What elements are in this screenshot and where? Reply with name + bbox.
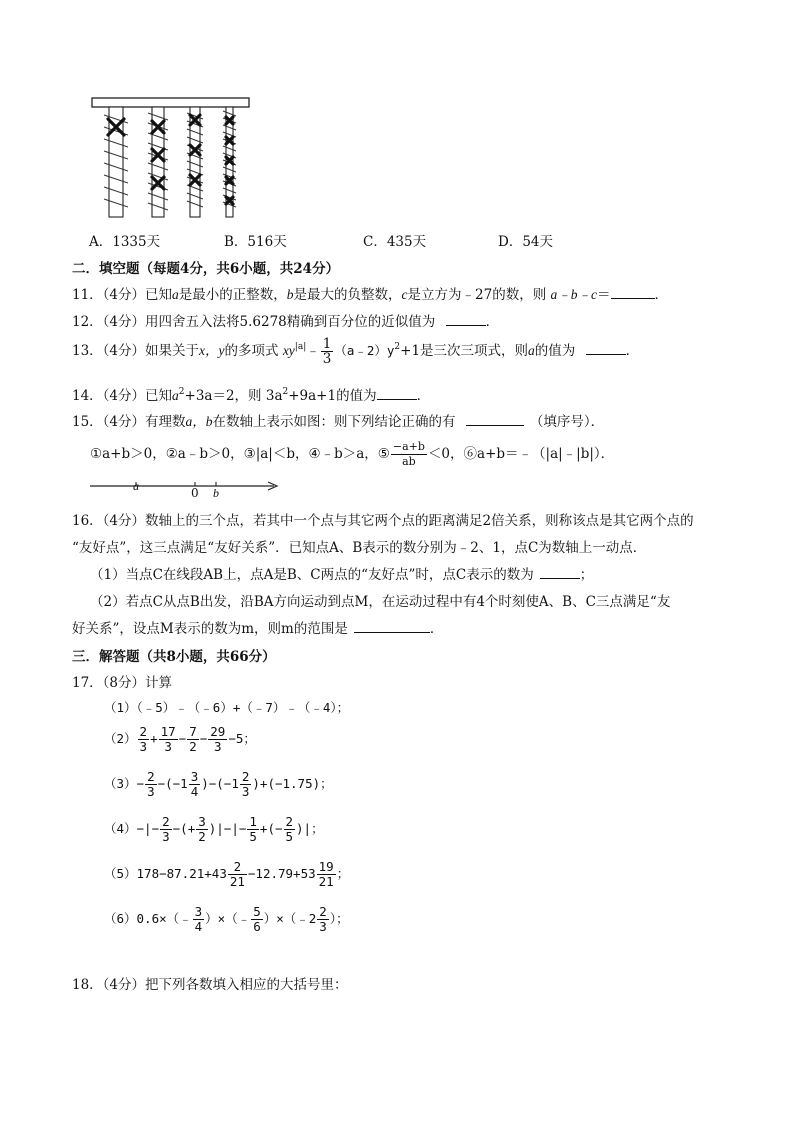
blank-13 — [586, 354, 626, 355]
question-14: 14．（4分）已知$a^2+3a=2$，则 $3a^2+9a+1$的值为 ． — [72, 387, 431, 404]
question-16-line-2: “友好点”，这三点满足“友好关系”．已知点A、B表示的数分别为﹣2、1，点C为数轴上一动点． — [72, 540, 647, 556]
knot-rods-figure — [88, 93, 258, 221]
option-a: A．1335天 — [89, 234, 161, 250]
question-11: 11．（4分）已知a是最小的正整数，b是最大的负整数，c是立方为﹣27的数，则 a﹣b﹣c＝ ． — [72, 287, 669, 303]
option-c: C．435天 — [363, 234, 427, 250]
blank-11 — [611, 298, 655, 299]
q17-expr-3: （3）− $\frac{2}{3}$ −(−1 $\frac{3}{4}$ )−(−1 $\frac{2}{3}$ )+(−1.75)； — [104, 769, 333, 799]
number-line-figure — [88, 476, 284, 500]
question-16-part-2b: 好关系”，设点M表示的数为m，则m的范围是 ． — [72, 621, 444, 637]
option-d: D．54天 — [498, 234, 554, 250]
q17-expr-2: （2） $\frac{2}{3}$ + $\frac{17}{3}$ − $\frac{7}{2}$ − $\frac{29}{3}$ −5； — [104, 724, 256, 754]
question-15-conclusions: ①a+b＞0，②a﹣b＞0，③|a|＜b，④﹣b＞a，⑤ $\frac{-a+b}{ab}$ ＜0，⑥a+b＝﹣（|a|﹣|b|）． — [90, 440, 615, 468]
question-12: 12．（4分）用四舍五入法将5.6278精确到百分位的近似值为 ． — [72, 314, 500, 330]
question-16-part-1: （1）当点C在线段AB上，点A是B、C两点的“友好点”时，点C表示的数为 ； — [90, 567, 594, 583]
blank-14 — [377, 399, 417, 400]
blank-12 — [446, 325, 486, 326]
question-15: 15．（4分）有理数a，b在数轴上表示如图：则下列结论正确的有 （填序号）． — [72, 414, 605, 430]
question-16-line-1: 16．（4分）数轴上的三个点，若其中一个点与其它两个点的距离满足2倍关系，则称该点是其它两个点的 — [72, 513, 694, 529]
q17-expr-5: （5）178−87.21+43 $\frac{2}{21}$ −12.79+53 $\frac{19}{21}$ ； — [104, 859, 350, 889]
axis-label-a: a — [133, 479, 139, 493]
q17-expr-1: （1）（﹣5）﹣（﹣6）+（﹣7）﹣（﹣4）； — [104, 700, 350, 715]
blank-16-2 — [354, 632, 430, 633]
question-16-part-2a: （2）若点C从点B出发，沿BA方向运动到点M，在运动过程中有4个时刻使A、B、C三点满足“友 — [90, 594, 671, 610]
question-18: 18．（4分）把下列各数填入相应的大括号里： — [72, 977, 348, 993]
section-2-title: 二．填空题（每题4分，共6小题，共24分） — [72, 261, 340, 277]
q17-expr-4: （4）−|− $\frac{2}{3}$ −(+ $\frac{3}{2}$ )|−|− $\frac{1}{5}$ +(− $\frac{2}{5}$ )|； — [104, 814, 324, 844]
question-17-title: 17．（8分）计算 — [72, 675, 173, 691]
axis-label-0: 0 — [191, 486, 199, 500]
option-b: B．516天 — [224, 234, 287, 250]
axis-label-b: b — [213, 486, 219, 500]
blank-16-1 — [540, 578, 580, 579]
blank-15 — [466, 425, 524, 426]
question-13: 13．（4分）如果关于x，y的多项式 $xy^{|a|}﹣$ $\frac{1}{3}$ $(a﹣2)y^2+1$是三次三项式，则a的值为 ． — [72, 336, 640, 367]
section-3-title: 三．解答题（共8小题，共66分） — [72, 649, 276, 665]
q17-expr-6: （6）0.6×（﹣ $\frac{3}{4}$ ）×（﹣ $\frac{5}{6}$ ）×（﹣2 $\frac{2}{3}$ ）； — [104, 904, 349, 934]
